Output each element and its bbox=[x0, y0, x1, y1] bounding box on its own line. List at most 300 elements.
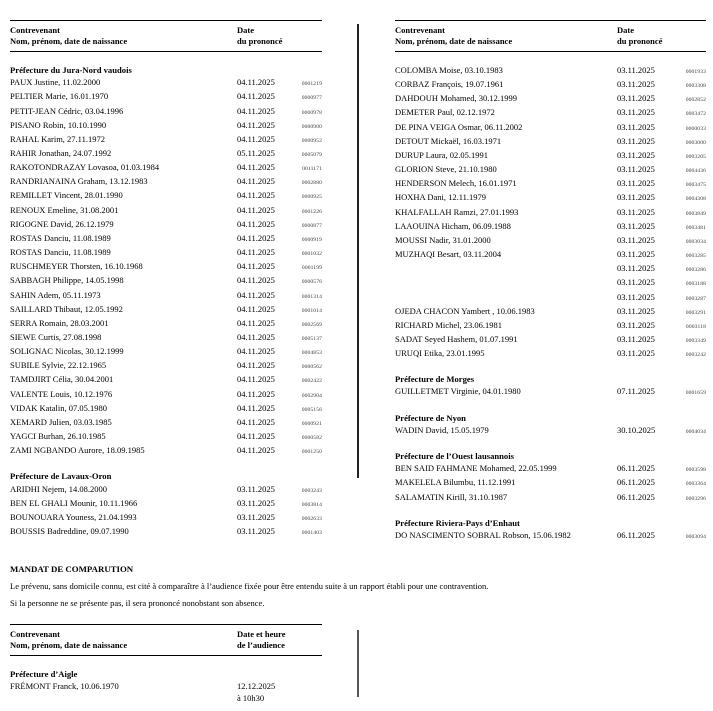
ref-number: 0004436 bbox=[685, 168, 706, 175]
ref-number: 0003481 bbox=[685, 224, 706, 231]
offender-name: RAHAL Karim, 27.11.1972 bbox=[10, 133, 105, 144]
date-cell bbox=[617, 424, 675, 436]
ref-number: 0001032 bbox=[301, 251, 322, 258]
ref-number: 0001403 bbox=[301, 530, 322, 537]
ref-number: 0002904 bbox=[301, 392, 322, 399]
ref-number: 0001219 bbox=[301, 81, 322, 88]
column-header-contrevenant: Contrevenant bbox=[10, 629, 60, 639]
date-value: 04.11.2025 bbox=[237, 119, 275, 130]
column-header-date-sub: de l’audience bbox=[237, 639, 285, 650]
table-row bbox=[395, 234, 706, 248]
date-value: 04.11.2025 bbox=[237, 360, 275, 371]
offender-name: ARIDHI Nejem, 14.08.2000 bbox=[10, 483, 108, 494]
date-cell bbox=[237, 147, 295, 159]
date-cell bbox=[237, 274, 295, 286]
offender-name: FRÉMONT Franck, 10.06.1970 bbox=[10, 681, 119, 692]
ref-number: 0000952 bbox=[301, 137, 322, 144]
date-value: 03.11.2025 bbox=[617, 234, 655, 245]
date-cell bbox=[237, 105, 295, 117]
table-row bbox=[10, 90, 322, 104]
offender-name: BEN EL GHALI Mounir, 10.11.1966 bbox=[10, 497, 138, 508]
offender-name: RAHIR Jonathan, 24.07.1992 bbox=[10, 147, 112, 158]
ref-number: 0001250 bbox=[301, 449, 322, 456]
table-row bbox=[395, 191, 706, 205]
table-header bbox=[10, 624, 322, 656]
table-row bbox=[10, 525, 322, 539]
date-cell bbox=[617, 64, 675, 76]
date-cell bbox=[237, 402, 295, 414]
offender-name: RAKOTONDRAZAY Lovasoa, 01.03.1984 bbox=[10, 162, 160, 173]
offender-name: BEN SAID FAHMANE Mohamed, 22.05.1999 bbox=[395, 463, 557, 474]
table-row bbox=[395, 319, 706, 333]
date-value: 04.11.2025 bbox=[237, 218, 275, 229]
date-value: 04.11.2025 bbox=[237, 204, 275, 215]
offender-name: PAUX Justine, 11.02.2000 bbox=[10, 77, 101, 88]
offender-name: PELTIER Marie, 16.01.1970 bbox=[10, 91, 109, 102]
ref-number: 0003034 bbox=[685, 238, 706, 245]
table-row bbox=[10, 483, 322, 497]
date-value: 06.11.2025 bbox=[617, 463, 655, 474]
ref-number: 0003364 bbox=[685, 481, 706, 488]
ref-number: 0003291 bbox=[685, 309, 706, 316]
ref-number: 0001933 bbox=[685, 69, 706, 75]
date-value: 03.11.2025 bbox=[617, 93, 655, 104]
date-value: 30.10.2025 bbox=[617, 424, 656, 435]
date-value: 03.11.2025 bbox=[617, 178, 655, 189]
offender-name: PETIT-JEAN Cédric, 03.04.1996 bbox=[10, 105, 124, 116]
ref-number: 0003243 bbox=[301, 487, 322, 494]
prefecture-section bbox=[10, 668, 322, 705]
offender-name: DEMETER Paul, 02.12.1972 bbox=[395, 107, 495, 118]
offender-name: SIEWE Curtis, 27.08.1998 bbox=[10, 332, 102, 343]
offender-name: RENOUX Emeline, 31.08.2001 bbox=[10, 204, 119, 215]
date-value: 06.11.2025 bbox=[617, 477, 655, 488]
ref-number: 0003308 bbox=[685, 83, 706, 90]
table-row bbox=[395, 276, 706, 290]
ref-number: 0004034 bbox=[685, 428, 706, 435]
date-value: 03.11.2025 bbox=[617, 319, 655, 330]
offender-name: SAILLARD Thibaut, 12.05.1992 bbox=[10, 303, 123, 314]
date-cell bbox=[237, 204, 295, 216]
offender-name: SUBILE Sylvie, 22.12.1965 bbox=[10, 360, 107, 371]
audience-table bbox=[10, 624, 322, 705]
date-value: 03.11.2025 bbox=[617, 305, 655, 316]
date-value: 03.11.2025 bbox=[237, 526, 275, 537]
ref-number: 0003285 bbox=[685, 253, 706, 260]
date-cell bbox=[237, 260, 295, 272]
date-cell bbox=[237, 189, 295, 201]
table-row bbox=[395, 149, 706, 163]
date-value: 04.11.2025 bbox=[237, 275, 275, 286]
table-row bbox=[395, 78, 706, 92]
date-cell bbox=[237, 483, 295, 495]
date-cell bbox=[617, 333, 675, 345]
date-value: 03.11.2025 bbox=[617, 121, 655, 132]
date-cell bbox=[237, 444, 295, 456]
column-divider bbox=[357, 24, 359, 478]
offender-name: XEMARD Julien, 03.03.1985 bbox=[10, 416, 112, 427]
date-value: 03.11.2025 bbox=[617, 79, 655, 90]
section-title: Préfecture de Lavaux-Oron bbox=[10, 471, 112, 482]
offender-name: GUILLETMET Virginie, 04.01.1980 bbox=[395, 386, 521, 397]
column-header-contrevenant-sub: Nom, prénom, date de naissance bbox=[395, 35, 513, 46]
column-header-date: Date et heure bbox=[237, 629, 286, 639]
table-row bbox=[10, 331, 322, 345]
ref-number: 0003287 bbox=[685, 295, 706, 302]
date-cell bbox=[237, 76, 295, 88]
offender-name: WADIN David, 15.05.1979 bbox=[395, 424, 489, 435]
ref-number: 0002422 bbox=[301, 378, 322, 385]
date-cell bbox=[617, 206, 675, 218]
table-row bbox=[395, 491, 706, 505]
date-value: 03.11.2025 bbox=[617, 107, 655, 118]
date-value: 07.11.2025 bbox=[617, 386, 655, 397]
date-cell bbox=[617, 220, 675, 232]
date-cell bbox=[237, 680, 322, 704]
mandat-title: MANDAT DE COMPARUTION bbox=[10, 564, 134, 574]
ref-number: 0011171 bbox=[302, 166, 322, 173]
offender-name: BOUNOUARA Youness, 21.04.1993 bbox=[10, 511, 137, 522]
date-value: 04.11.2025 bbox=[237, 133, 275, 144]
offender-name: LAAOUINA Hicham, 06.09.1988 bbox=[395, 220, 511, 231]
date-cell bbox=[617, 476, 675, 488]
table-row bbox=[395, 135, 706, 149]
table-row bbox=[395, 347, 706, 361]
table-row bbox=[10, 274, 322, 288]
ref-number: 0001199 bbox=[301, 265, 322, 272]
prefecture-section bbox=[395, 450, 706, 505]
table-row bbox=[10, 497, 322, 511]
date-cell bbox=[617, 262, 675, 274]
date-cell bbox=[237, 119, 295, 131]
offender-name: SERRA Romain, 28.03.2001 bbox=[10, 317, 109, 328]
offender-name: SALAMATIN Kirill, 31.10.1987 bbox=[395, 491, 508, 502]
table-row bbox=[395, 64, 706, 78]
ref-number: 0000977 bbox=[301, 95, 322, 102]
offender-name: YAGCI Burhan, 26.10.1985 bbox=[10, 431, 106, 442]
table-row bbox=[395, 476, 706, 490]
offender-name: MUZHAQI Besart, 03.11.2004 bbox=[395, 249, 502, 260]
date-value: 03.11.2025 bbox=[617, 220, 655, 231]
date-value: 03.11.2025 bbox=[617, 277, 655, 288]
table-row bbox=[10, 317, 322, 331]
date-cell bbox=[617, 92, 675, 104]
date-cell bbox=[617, 135, 675, 147]
date-cell bbox=[237, 345, 295, 357]
ref-number: 0003849 bbox=[685, 210, 706, 217]
ref-number: 0005079 bbox=[301, 151, 322, 158]
offender-name: RUSCHMEYER Thorsten, 16.10.1968 bbox=[10, 261, 143, 272]
date-cell bbox=[617, 491, 675, 503]
table-row bbox=[395, 262, 706, 276]
offender-name: URUQI Etika, 23.01.1995 bbox=[395, 348, 485, 359]
column-header-date-sub: du prononcé bbox=[237, 35, 283, 46]
date-value: 04.11.2025 bbox=[237, 289, 275, 300]
offender-name: MAKELELA Bilumbu, 11.12.1991 bbox=[395, 477, 516, 488]
ref-number: 0003286 bbox=[685, 267, 706, 274]
section-title: Préfecture de l’Ouest lausannois bbox=[395, 451, 514, 461]
section-title: Préfecture de Nyon bbox=[395, 412, 466, 423]
date-cell bbox=[237, 218, 295, 230]
offender-name: ROSTAS Danciu, 11.08.1989 bbox=[10, 247, 111, 258]
table-row bbox=[395, 333, 706, 347]
ref-number: 0003094 bbox=[685, 533, 706, 540]
date-cell bbox=[237, 232, 295, 244]
offenders-table-right bbox=[395, 20, 706, 543]
date-value: 04.11.2025 bbox=[237, 431, 275, 442]
ref-number: 0003296 bbox=[685, 495, 706, 502]
table-row bbox=[10, 189, 322, 203]
date-cell bbox=[617, 276, 675, 288]
offender-name: COLOMBA Moise, 03.10.1983 bbox=[395, 65, 503, 75]
ref-number: 0003000 bbox=[685, 139, 706, 146]
table-row bbox=[10, 161, 322, 175]
offender-name: ROSTAS Danciu, 11.08.1989 bbox=[10, 232, 111, 243]
ref-number: 0000033 bbox=[685, 125, 706, 132]
section-title: Préfecture d’Aigle bbox=[10, 669, 78, 679]
date-value: 06.11.2025 bbox=[617, 491, 655, 502]
table-row bbox=[395, 291, 706, 305]
column-header-date: Date bbox=[237, 25, 254, 35]
table-row bbox=[10, 511, 322, 525]
date-value: 03.11.2025 bbox=[617, 249, 655, 260]
table-row bbox=[10, 119, 322, 133]
ref-number: 0000978 bbox=[301, 109, 322, 116]
offender-name: RIGOGNE David, 26.12.1979 bbox=[10, 218, 114, 229]
date-cell bbox=[237, 317, 295, 329]
table-row bbox=[10, 147, 322, 161]
date-cell bbox=[237, 388, 295, 400]
date-cell bbox=[237, 511, 295, 523]
date-cell bbox=[237, 430, 295, 442]
ref-number: 0003475 bbox=[685, 182, 706, 189]
offender-name: MOUSSI Nadir, 31.01.2000 bbox=[395, 234, 491, 245]
table-row bbox=[10, 373, 322, 387]
table-row bbox=[395, 106, 706, 120]
date-cell bbox=[237, 161, 295, 173]
date-cell bbox=[237, 525, 295, 537]
date-value: 04.11.2025 bbox=[237, 261, 275, 272]
ref-number: 0003472 bbox=[685, 111, 706, 118]
ref-number: 0000877 bbox=[301, 222, 322, 229]
offender-name: SOLIGNAC Nicolas, 30.12.1999 bbox=[10, 346, 124, 357]
offender-name: CORBAZ François, 19.07.1961 bbox=[395, 79, 504, 90]
prefecture-section bbox=[395, 412, 706, 438]
ref-number: 0000921 bbox=[301, 420, 322, 427]
ref-number: 0003242 bbox=[685, 352, 706, 359]
prefecture-section bbox=[395, 373, 706, 399]
date-value: 03.11.2025 bbox=[237, 497, 275, 508]
offender-name: GLORION Steve, 21.10.1980 bbox=[395, 164, 497, 175]
table-row bbox=[395, 305, 706, 319]
date-value: 03.11.2025 bbox=[237, 511, 275, 522]
table-row bbox=[10, 105, 322, 119]
date-value: 12.12.2025 bbox=[237, 681, 276, 692]
table-row bbox=[395, 462, 706, 476]
ref-number: 0000900 bbox=[301, 123, 322, 130]
table-header bbox=[395, 20, 706, 52]
ref-number: 0002880 bbox=[301, 180, 322, 187]
ref-number: 0001659 bbox=[685, 390, 706, 397]
offender-name: OJEDA CHACON Yambert , 10.06.1983 bbox=[395, 305, 535, 316]
ref-number: 0003598 bbox=[685, 467, 706, 474]
date-value: 06.11.2025 bbox=[617, 529, 655, 540]
table-row bbox=[10, 260, 322, 274]
date-value: 05.11.2025 bbox=[237, 147, 275, 158]
table-row bbox=[10, 430, 322, 444]
offender-name: DAHDOUH Mohamed, 30.12.1999 bbox=[395, 93, 518, 104]
date-value: 04.11.2025 bbox=[237, 416, 275, 427]
audience-table-divider bbox=[357, 630, 359, 697]
table-row bbox=[395, 206, 706, 220]
ref-number: 0005156 bbox=[301, 406, 322, 413]
date-cell bbox=[237, 359, 295, 371]
ref-number: 0003814 bbox=[301, 501, 322, 508]
offender-name: RANDRIANAINA Graham, 13.12.1983 bbox=[10, 176, 148, 187]
date-cell bbox=[617, 163, 675, 175]
date-value: 04.11.2025 bbox=[237, 346, 275, 357]
date-cell bbox=[617, 248, 675, 260]
offender-name: HOXHA Dani, 12.11.1979 bbox=[395, 192, 487, 203]
table-row bbox=[10, 388, 322, 402]
table-row bbox=[395, 385, 706, 399]
ref-number: 0001226 bbox=[301, 208, 322, 215]
offender-name: PISANO Robin, 10.10.1990 bbox=[10, 119, 107, 130]
table-row bbox=[10, 680, 322, 704]
ref-number: 0002633 bbox=[301, 515, 322, 522]
table-row bbox=[10, 345, 322, 359]
date-value: 03.11.2025 bbox=[617, 192, 655, 203]
date-cell bbox=[617, 234, 675, 246]
offender-name: REMILLET Vincent, 28.01.1990 bbox=[10, 190, 123, 201]
offender-name: TAMDJIRT Célia, 30.04.2001 bbox=[10, 374, 114, 385]
ref-number: 0000576 bbox=[301, 279, 322, 286]
offender-name: VIDAK Katalin, 07.05.1980 bbox=[10, 402, 108, 413]
offender-name: SABBAGH Philippe, 14.05.1998 bbox=[10, 275, 124, 286]
date-cell bbox=[617, 319, 675, 331]
date-value: 03.11.2025 bbox=[617, 65, 655, 75]
table-row bbox=[10, 359, 322, 373]
prefecture-section bbox=[10, 64, 322, 458]
table-row bbox=[395, 92, 706, 106]
date-cell bbox=[237, 289, 295, 301]
prefecture-section bbox=[10, 470, 322, 539]
column-header-date: Date bbox=[617, 25, 634, 35]
date-value: 04.11.2025 bbox=[237, 105, 275, 116]
table-header bbox=[10, 20, 322, 52]
date-cell bbox=[237, 133, 295, 145]
ref-number: 0004853 bbox=[301, 350, 322, 357]
date-value: 03.11.2025 bbox=[617, 348, 655, 359]
date-value: 04.11.2025 bbox=[237, 374, 275, 385]
ref-number: 0002852 bbox=[685, 97, 706, 104]
table-row bbox=[395, 248, 706, 262]
date-value: 04.11.2025 bbox=[237, 332, 275, 343]
date-value: 03.11.2025 bbox=[617, 263, 655, 274]
ref-number: 0002569 bbox=[301, 321, 322, 328]
ref-number: 0000925 bbox=[301, 194, 322, 201]
date-value: 04.11.2025 bbox=[237, 445, 275, 456]
offender-name: KHALFALLAH Ramzi, 27.01.1993 bbox=[395, 206, 519, 217]
section-title: Préfecture du Jura-Nord vaudois bbox=[10, 65, 132, 75]
date-value: 04.11.2025 bbox=[237, 162, 275, 173]
date-cell bbox=[617, 347, 675, 359]
section-title: Préfecture Riviera-Pays d’Enhaut bbox=[395, 517, 520, 528]
date-cell bbox=[617, 462, 675, 474]
table-row bbox=[10, 246, 322, 260]
date-value: 04.11.2025 bbox=[237, 402, 275, 413]
column-header-contrevenant-sub: Nom, prénom, date de naissance bbox=[10, 35, 128, 46]
date-value: 04.11.2025 bbox=[237, 232, 275, 243]
column-header-contrevenant-sub: Nom, prénom, date de naissance bbox=[10, 639, 128, 650]
date-cell bbox=[617, 385, 675, 397]
offender-name: RICHARD Michel, 23.06.1981 bbox=[395, 319, 502, 330]
ref-number: 0000562 bbox=[301, 364, 322, 371]
date-value: 03.11.2025 bbox=[617, 164, 655, 175]
date-cell bbox=[617, 191, 675, 203]
date-cell bbox=[237, 497, 295, 509]
table-row bbox=[10, 416, 322, 430]
date-cell bbox=[617, 529, 675, 541]
date-cell bbox=[617, 305, 675, 317]
column-header-contrevenant: Contrevenant bbox=[395, 25, 445, 35]
table-row bbox=[10, 402, 322, 416]
date-value: 03.11.2025 bbox=[617, 206, 655, 217]
column-header-date-sub: du prononcé bbox=[617, 35, 663, 46]
table-row bbox=[395, 424, 706, 438]
ref-number: 0005137 bbox=[301, 336, 322, 343]
section-title: Préfecture de Morges bbox=[395, 374, 475, 385]
date-cell bbox=[617, 291, 675, 303]
date-value: 04.11.2025 bbox=[237, 77, 275, 88]
date-value: 03.11.2025 bbox=[617, 291, 655, 302]
date-value: 04.11.2025 bbox=[237, 388, 275, 399]
date-value: 04.11.2025 bbox=[237, 303, 275, 314]
offenders-table-left bbox=[10, 20, 322, 539]
table-row bbox=[10, 289, 322, 303]
ref-number: 0001314 bbox=[301, 293, 322, 300]
table-row bbox=[10, 175, 322, 189]
table-row bbox=[10, 218, 322, 232]
date-cell bbox=[237, 416, 295, 428]
date-cell bbox=[237, 175, 295, 187]
offender-name: DE PINA VEIGA Osmar, 06.11.2002 bbox=[395, 121, 523, 132]
date-cell bbox=[237, 373, 295, 385]
ref-number: 0003349 bbox=[685, 337, 706, 344]
offender-name: DO NASCIMENTO SOBRAL Robson, 15.06.1982 bbox=[395, 529, 571, 540]
date-value: 03.11.2025 bbox=[237, 483, 275, 494]
prefecture-section bbox=[395, 517, 706, 543]
date-value: 03.11.2025 bbox=[617, 149, 655, 160]
table-row bbox=[395, 177, 706, 191]
table-row bbox=[395, 529, 706, 543]
prefecture-section bbox=[395, 64, 706, 361]
date-value: 04.11.2025 bbox=[237, 247, 275, 258]
offender-name: HENDERSON Melech, 16.01.1971 bbox=[395, 178, 517, 189]
table-row bbox=[395, 220, 706, 234]
date-value: 04.11.2025 bbox=[237, 176, 275, 187]
date-value: 04.11.2025 bbox=[237, 317, 275, 328]
table-row bbox=[10, 444, 322, 458]
offender-name: SADAT Seyed Hashem, 01.07.1991 bbox=[395, 333, 518, 344]
date-cell bbox=[237, 303, 295, 315]
table-row bbox=[10, 204, 322, 218]
mandat-paragraph-1: Le prévenu, sans domicile connu, est cité à comparaître à l’audience fixée pour être entendu suite à un rapport établi pour une contravention. bbox=[10, 581, 489, 591]
date-cell bbox=[237, 246, 295, 258]
date-cell bbox=[237, 90, 295, 102]
date-value: 04.11.2025 bbox=[237, 91, 275, 102]
date-value: 03.11.2025 bbox=[617, 135, 655, 146]
